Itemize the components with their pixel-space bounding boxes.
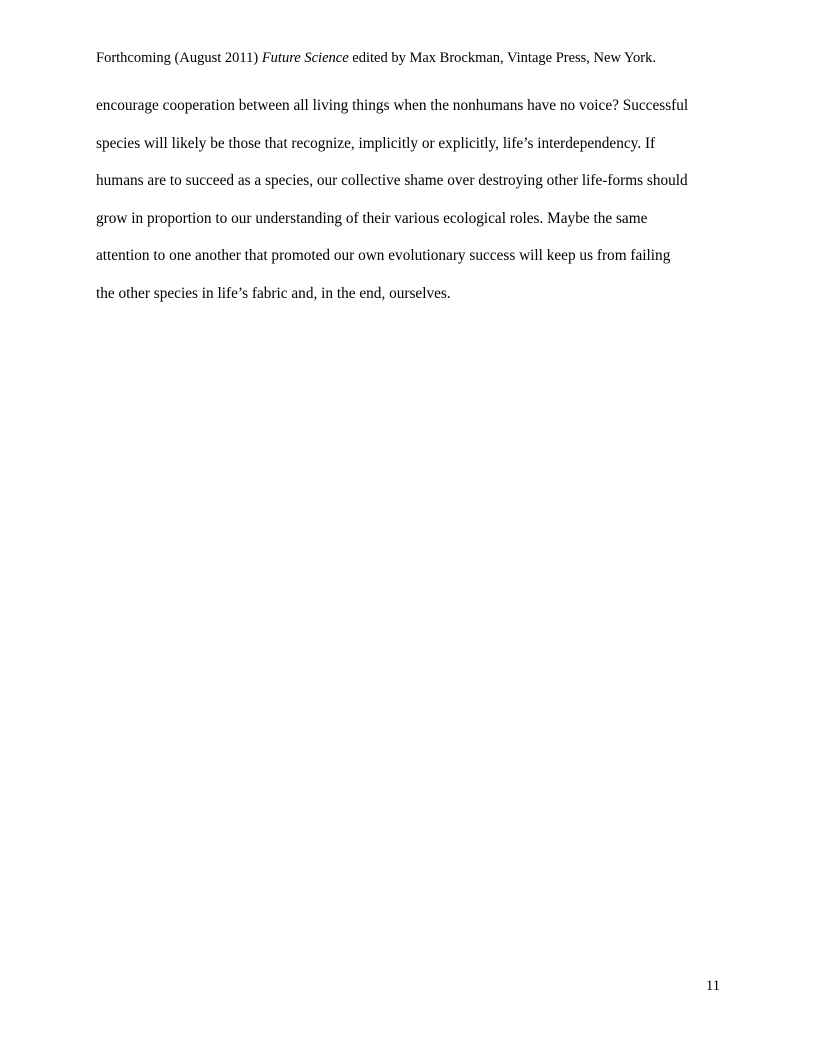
page-number: 11 [706,978,720,994]
body-line: attention to one another that promoted our own evolutionary success will keep us from failing [96,247,671,264]
body-line: encourage cooperation between all living things when the nonhumans have no voice? Successful [96,97,689,114]
header-suffix: edited by Max Brockman, Vintage Press, New York. [348,50,656,66]
body-paragraph [96,95,736,320]
body-line: grow in proportion to our understanding of their various ecological roles. Maybe the same [96,209,648,227]
running-header [96,49,656,67]
body-line: humans are to succeed as a species, our collective shame over destroying other life-forms should [96,172,688,189]
body-line: species will likely be those that recognize, implicitly or explicitly, life’s interdependency. If [96,134,656,152]
header-prefix: Forthcoming (August 2011) [96,50,262,66]
body-line: the other species in life’s fabric and, in the end, ourselves. [96,284,451,302]
header-book-title: Future Science [261,50,349,66]
